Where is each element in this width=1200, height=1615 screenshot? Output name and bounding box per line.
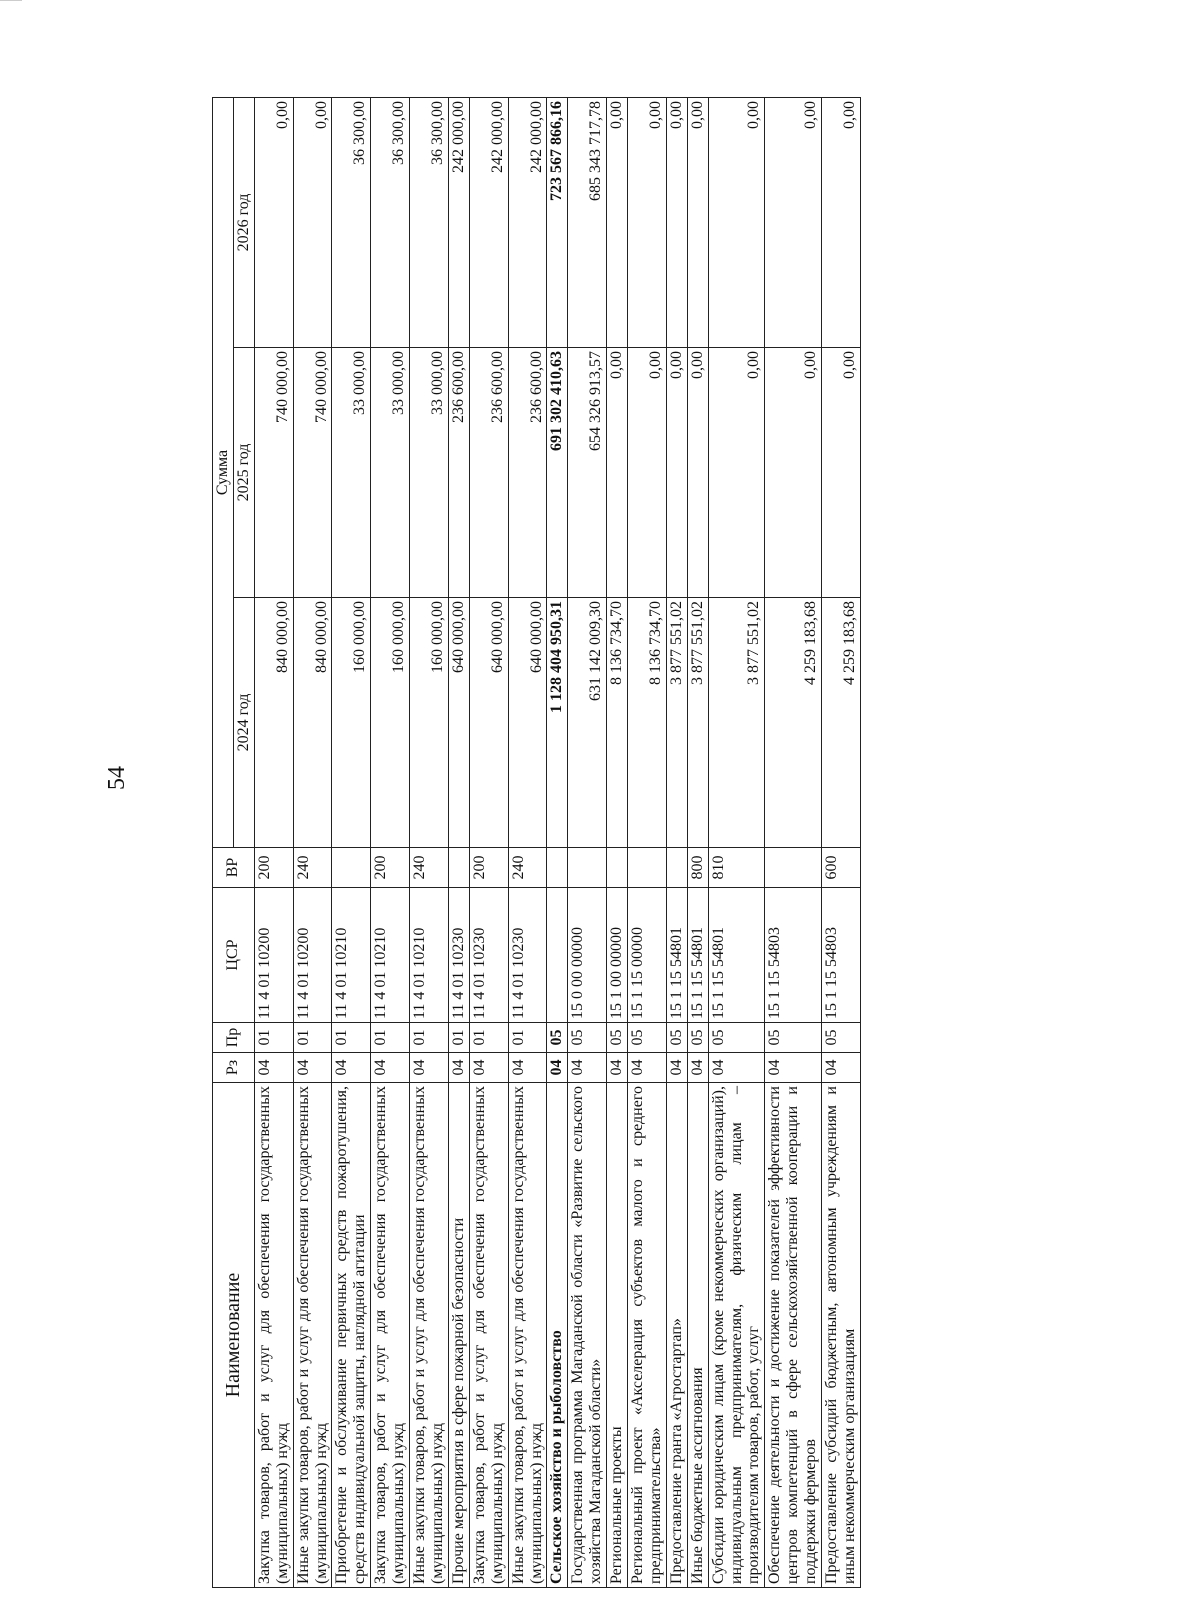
table-row: [293, 98, 332, 1588]
header-2026: 2026 год: [233, 98, 254, 348]
table-row: [765, 98, 822, 1588]
cell-2026: 36 300,00: [371, 98, 410, 348]
cell-2026: 0,00: [607, 98, 628, 348]
cell-name: Предоставление субсидий бюджетным, автономным учреждениям и иным некоммерческим организациям: [822, 1083, 861, 1588]
header-2025: 2025 год: [233, 348, 254, 598]
cell-csr: 11 4 01 10230: [508, 888, 547, 1023]
cell-name: Обеспечение деятельности и достижение показателей эффективности центров компетенций в сфере сельскохозяйственной кооперации и поддержки фермеров: [765, 1083, 822, 1588]
cell-2025: 740 000,00: [254, 348, 293, 598]
cell-2024: 160 000,00: [332, 598, 371, 848]
cell-2024: 8 136 734,70: [628, 598, 667, 848]
cell-rz: 04: [448, 1053, 469, 1083]
header-name: Наименование: [213, 1083, 255, 1588]
cell-csr: 15 1 15 54803: [822, 888, 861, 1023]
cell-vr: 810: [708, 848, 765, 888]
cell-vr: 240: [508, 848, 547, 888]
table-row: [607, 98, 628, 1588]
cell-2024: 640 000,00: [508, 598, 547, 848]
cell-vr: [568, 848, 607, 888]
cell-name: Закупка товаров, работ и услуг для обеспечения государственных (муниципальных) нужд: [469, 1083, 508, 1588]
cell-vr: 600: [822, 848, 861, 888]
cell-rz: 04: [822, 1053, 861, 1083]
cell-vr: 240: [293, 848, 332, 888]
cell-rz: 04: [508, 1053, 547, 1083]
cell-2024: 160 000,00: [410, 598, 449, 848]
cell-rz: 04: [293, 1053, 332, 1083]
cell-name: Приобретение и обслуживание первичных средств пожаротушения, средств индивидуальной защиты, наглядной агитации: [332, 1083, 371, 1588]
cell-rz: 04: [628, 1053, 667, 1083]
header-pr: Пр: [213, 1023, 255, 1053]
cell-vr: [448, 848, 469, 888]
cell-vr: 200: [469, 848, 508, 888]
cell-vr: 200: [371, 848, 410, 888]
cell-pr: 05: [666, 1023, 687, 1053]
cell-2025: 654 326 913,57: [568, 348, 607, 598]
cell-csr: 11 4 01 10210: [332, 888, 371, 1023]
cell-2025: 33 000,00: [410, 348, 449, 598]
cell-2026: 0,00: [765, 98, 822, 348]
cell-2026: 723 567 866,16: [547, 98, 568, 348]
cell-name: Сельское хозяйство и рыболовство: [547, 1083, 568, 1588]
cell-2024: 840 000,00: [254, 598, 293, 848]
table-body: [254, 98, 860, 1588]
cell-2024: 631 142 009,30: [568, 598, 607, 848]
cell-2026: 0,00: [822, 98, 861, 348]
table-row: [547, 98, 568, 1588]
cell-vr: [765, 848, 822, 888]
cell-vr: 200: [254, 848, 293, 888]
cell-vr: [666, 848, 687, 888]
table-row: [628, 98, 667, 1588]
page-number: 54: [104, 766, 130, 790]
cell-2024: 840 000,00: [293, 598, 332, 848]
cell-csr: 15 1 15 54801: [666, 888, 687, 1023]
cell-pr: 05: [708, 1023, 765, 1053]
cell-2024: 4 259 183,68: [822, 598, 861, 848]
cell-name: Иные закупки товаров, работ и услуг для обеспечения государственных (муниципальных) нужд: [293, 1083, 332, 1588]
cell-2024: 4 259 183,68: [765, 598, 822, 848]
cell-2025: 740 000,00: [293, 348, 332, 598]
cell-csr: 15 1 15 00000: [628, 888, 667, 1023]
cell-2024: 1 128 404 950,31: [547, 598, 568, 848]
cell-rz: 04: [708, 1053, 765, 1083]
cell-2025: 0,00: [607, 348, 628, 598]
cell-csr: 11 4 01 10230: [448, 888, 469, 1023]
cell-2025: 0,00: [708, 348, 765, 598]
cell-2026: 0,00: [254, 98, 293, 348]
cell-pr: 05: [822, 1023, 861, 1053]
header-rz: Рз: [213, 1053, 255, 1083]
budget-table: [212, 97, 861, 1588]
cell-pr: 01: [293, 1023, 332, 1053]
cell-vr: [332, 848, 371, 888]
cell-csr: 15 1 00 00000: [607, 888, 628, 1023]
table-row: [410, 98, 449, 1588]
cell-2026: 0,00: [687, 98, 708, 348]
cell-2025: 0,00: [628, 348, 667, 598]
cell-rz: 04: [332, 1053, 371, 1083]
cell-name: Иные закупки товаров, работ и услуг для обеспечения государственных (муниципальных) нужд: [508, 1083, 547, 1588]
cell-vr: 800: [687, 848, 708, 888]
cell-name: Государственная программа Магаданской области «Развитие сельского хозяйства Магаданской области»: [568, 1083, 607, 1588]
table-row: [508, 98, 547, 1588]
table-row: [254, 98, 293, 1588]
cell-vr: [628, 848, 667, 888]
scan-edge-mark: [0, 0, 22, 1]
cell-csr: 15 1 15 54801: [687, 888, 708, 1023]
cell-2025: 0,00: [765, 348, 822, 598]
cell-2026: 0,00: [666, 98, 687, 348]
cell-csr: 15 0 00 00000: [568, 888, 607, 1023]
cell-rz: 04: [765, 1053, 822, 1083]
cell-pr: 01: [410, 1023, 449, 1053]
cell-2024: 8 136 734,70: [607, 598, 628, 848]
cell-2025: 236 600,00: [469, 348, 508, 598]
cell-2025: 33 000,00: [371, 348, 410, 598]
cell-pr: 05: [628, 1023, 667, 1053]
cell-csr: 11 4 01 10200: [254, 888, 293, 1023]
cell-rz: 04: [568, 1053, 607, 1083]
cell-pr: 01: [332, 1023, 371, 1053]
cell-rz: 04: [607, 1053, 628, 1083]
cell-2025: 0,00: [666, 348, 687, 598]
cell-csr: 11 4 01 10230: [469, 888, 508, 1023]
table-row: [687, 98, 708, 1588]
cell-csr: 15 1 15 54803: [765, 888, 822, 1023]
cell-2026: 242 000,00: [448, 98, 469, 348]
cell-2026: 685 343 717,78: [568, 98, 607, 348]
cell-name: Прочие мероприятия в сфере пожарной безопасности: [448, 1083, 469, 1588]
cell-2026: 0,00: [293, 98, 332, 348]
cell-pr: 05: [607, 1023, 628, 1053]
cell-name: Иные закупки товаров, работ и услуг для обеспечения государственных (муниципальных) нужд: [410, 1083, 449, 1588]
cell-pr: 01: [508, 1023, 547, 1053]
cell-csr: [547, 888, 568, 1023]
cell-2025: 236 600,00: [508, 348, 547, 598]
cell-2026: 242 000,00: [469, 98, 508, 348]
header-sum: Сумма: [213, 98, 234, 848]
cell-rz: 04: [371, 1053, 410, 1083]
cell-2024: 3 877 551,02: [687, 598, 708, 848]
rotated-table-wrapper: [212, 98, 861, 1588]
cell-2025: 236 600,00: [448, 348, 469, 598]
cell-2024: 3 877 551,02: [708, 598, 765, 848]
cell-2024: 640 000,00: [448, 598, 469, 848]
header-vr: ВР: [213, 848, 255, 888]
cell-2026: 36 300,00: [332, 98, 371, 348]
cell-csr: 11 4 01 10210: [410, 888, 449, 1023]
cell-rz: 04: [687, 1053, 708, 1083]
table-row: [822, 98, 861, 1588]
cell-pr: 01: [448, 1023, 469, 1053]
table-row: [568, 98, 607, 1588]
cell-rz: 04: [469, 1053, 508, 1083]
cell-2026: 36 300,00: [410, 98, 449, 348]
cell-rz: 04: [254, 1053, 293, 1083]
table-row: [708, 98, 765, 1588]
cell-2026: 242 000,00: [508, 98, 547, 348]
cell-pr: 01: [469, 1023, 508, 1053]
header-2024: 2024 год: [233, 598, 254, 848]
table-row: [666, 98, 687, 1588]
table-row: [448, 98, 469, 1588]
header-row-1: [213, 98, 234, 1588]
cell-name: Предоставление гранта «Агростартап»: [666, 1083, 687, 1588]
cell-name: Иные бюджетные ассигнования: [687, 1083, 708, 1588]
cell-rz: 04: [666, 1053, 687, 1083]
cell-2024: 640 000,00: [469, 598, 508, 848]
cell-pr: 05: [765, 1023, 822, 1053]
cell-vr: 240: [410, 848, 449, 888]
cell-2024: 3 877 551,02: [666, 598, 687, 848]
cell-vr: [607, 848, 628, 888]
cell-csr: 15 1 15 54801: [708, 888, 765, 1023]
cell-pr: 05: [687, 1023, 708, 1053]
cell-csr: 11 4 01 10200: [293, 888, 332, 1023]
cell-name: Закупка товаров, работ и услуг для обеспечения государственных (муниципальных) нужд: [371, 1083, 410, 1588]
cell-name: Региональный проект «Акселерация субъектов малого и среднего предпринимательства»: [628, 1083, 667, 1588]
cell-pr: 05: [547, 1023, 568, 1053]
cell-csr: 11 4 01 10210: [371, 888, 410, 1023]
cell-rz: 04: [410, 1053, 449, 1083]
cell-pr: 01: [254, 1023, 293, 1053]
cell-2025: 691 302 410,63: [547, 348, 568, 598]
cell-name: Субсидии юридическим лицам (кроме некоммерческих организаций), индивидуальным предпринимателям, физическим лицам – производителям товаров, работ, услуг: [708, 1083, 765, 1588]
cell-pr: 05: [568, 1023, 607, 1053]
table-row: [332, 98, 371, 1588]
cell-name: Региональные проекты: [607, 1083, 628, 1588]
table-row: [469, 98, 508, 1588]
header-csr: ЦСР: [213, 888, 255, 1023]
cell-2026: 0,00: [628, 98, 667, 348]
cell-2025: 33 000,00: [332, 348, 371, 598]
cell-2024: 160 000,00: [371, 598, 410, 848]
cell-pr: 01: [371, 1023, 410, 1053]
cell-2025: 0,00: [687, 348, 708, 598]
table-row: [371, 98, 410, 1588]
cell-vr: [547, 848, 568, 888]
cell-2026: 0,00: [708, 98, 765, 348]
cell-name: Закупка товаров, работ и услуг для обеспечения государственных (муниципальных) нужд: [254, 1083, 293, 1588]
cell-2025: 0,00: [822, 348, 861, 598]
cell-rz: 04: [547, 1053, 568, 1083]
